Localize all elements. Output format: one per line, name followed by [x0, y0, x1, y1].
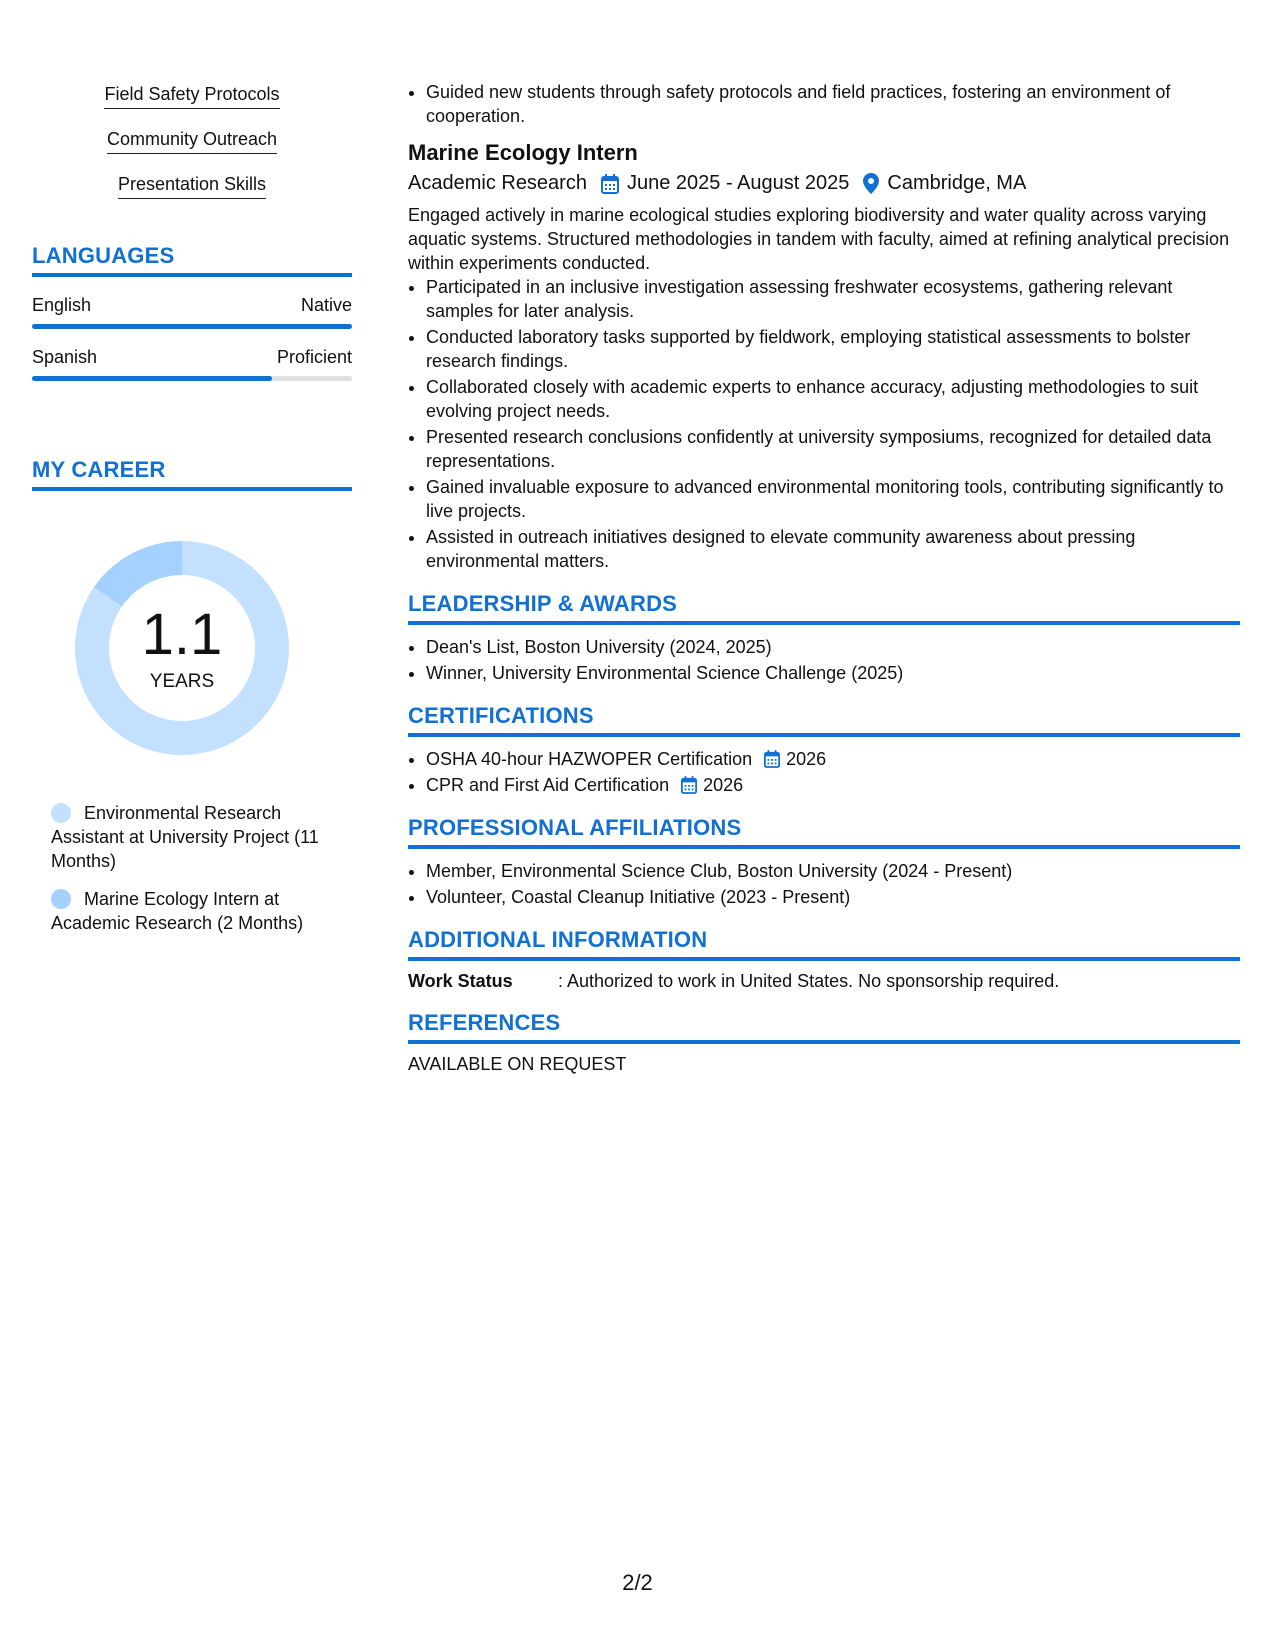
calendar-icon [764, 750, 780, 768]
job-company: Academic Research [408, 172, 587, 194]
additional-info-heading: ADDITIONAL INFORMATION [408, 927, 1240, 961]
language-level: Native [300, 295, 352, 315]
bullet-item: • Guided new students through safety protocols and field practices, fostering an environment of cooperation. [426, 80, 1240, 128]
job-description: Engaged actively in marine ecological studies exploring biodiversity and water quality across varying aquatic systems. Structured methodologies in tandem with faculty, aimed at refining analytical precision within experiments conducted. [408, 205, 1230, 273]
references-heading: REFERENCES [408, 1010, 1240, 1044]
career-total: 1.1 [141, 602, 223, 667]
bullet-item: • Assisted in outreach initiatives designed to elevate community awareness about pressing environmental matters. [426, 525, 1240, 573]
career-heading: MY CAREER [32, 457, 352, 491]
language-level: Proficient [276, 347, 352, 367]
affiliation-item: • Member, Environmental Science Club, Boston University (2024 - Present) [426, 859, 1240, 883]
career-unit: YEARS [149, 671, 215, 692]
work-status-value: : Authorized to work in United States. No sponsorship required. [558, 971, 1060, 991]
job-meta [408, 172, 1240, 195]
job-title: Marine Ecology Intern [408, 140, 638, 165]
work-status-row [408, 971, 1240, 992]
language-name: Spanish [32, 347, 98, 367]
career-legend [32, 801, 352, 935]
legend-label: Environmental Research Assistant at University Project (11 Months) [51, 803, 319, 871]
job-location: Cambridge, MA [887, 172, 1027, 194]
legend-label: Marine Ecology Intern at Academic Research (2 Months) [51, 889, 304, 933]
right-column [408, 80, 1240, 1075]
bullet-item: • Presented research conclusions confidently at university symposiums, recognized for detailed data representations. [426, 425, 1240, 473]
language-item [32, 347, 352, 381]
award-item: • Dean's List, Boston University (2024, 2025) [426, 635, 1240, 659]
language-name: English [32, 295, 92, 315]
skill-item: Community Outreach [107, 127, 277, 154]
affiliation-item: • Volunteer, Coastal Cleanup Initiative (2023 - Present) [426, 885, 1240, 909]
career-donut-chart [67, 533, 297, 763]
bullet-item: • Conducted laboratory tasks supported by fieldwork, employing statistical assessments to bolster research findings. [426, 325, 1240, 373]
job-bullets [408, 275, 1240, 573]
bullet-item: • Collaborated closely with academic experts to enhance accuracy, adjusting methodologies to suit evolving project needs. [426, 375, 1240, 423]
bullet-item: • Participated in an inclusive investigation assessing freshwater ecosystems, gathering relevant samples for later analysis. [426, 275, 1240, 323]
certification-name: • CPR and First Aid Certification [426, 775, 670, 795]
awards-list [408, 635, 1240, 685]
certification-year: 2026 [786, 749, 827, 769]
certification-item [426, 773, 1240, 797]
legend-dot [51, 889, 71, 909]
calendar-icon [681, 776, 697, 794]
skill-item: Field Safety Protocols [104, 82, 279, 109]
language-bar [32, 376, 352, 381]
language-bar-fill [32, 324, 352, 329]
previous-job-bullets [408, 80, 1240, 128]
bullet-item: • Gained invaluable exposure to advanced environmental monitoring tools, contributing significantly to live projects. [426, 475, 1240, 523]
legend-item [51, 801, 352, 873]
language-item [32, 295, 352, 329]
affiliations-list [408, 859, 1240, 909]
certification-item [426, 747, 1240, 771]
job-dates: June 2025 - August 2025 [626, 172, 850, 194]
references-text: AVAILABLE ON REQUEST [408, 1054, 627, 1074]
affiliations-heading: PROFESSIONAL AFFILIATIONS [408, 815, 1240, 849]
certifications-list [408, 747, 1240, 797]
location-pin-icon [863, 173, 879, 194]
certifications-heading: CERTIFICATIONS [408, 703, 1240, 737]
legend-dot [51, 803, 71, 823]
awards-heading: LEADERSHIP & AWARDS [408, 591, 1240, 625]
certification-name: • OSHA 40-hour HAZWOPER Certification [426, 749, 753, 769]
work-status-label: Work Status [408, 971, 513, 991]
skill-item: Presentation Skills [118, 172, 266, 199]
language-bar-fill [32, 376, 272, 381]
certification-year: 2026 [703, 775, 744, 795]
skills-list [32, 82, 352, 199]
language-bar [32, 324, 352, 329]
left-column [32, 82, 352, 949]
legend-item [51, 887, 352, 935]
languages-heading: LANGUAGES [32, 243, 352, 277]
page-number: 2/2 [622, 1570, 653, 1595]
award-item: • Winner, University Environmental Science Challenge (2025) [426, 661, 1240, 685]
calendar-icon [601, 174, 619, 194]
